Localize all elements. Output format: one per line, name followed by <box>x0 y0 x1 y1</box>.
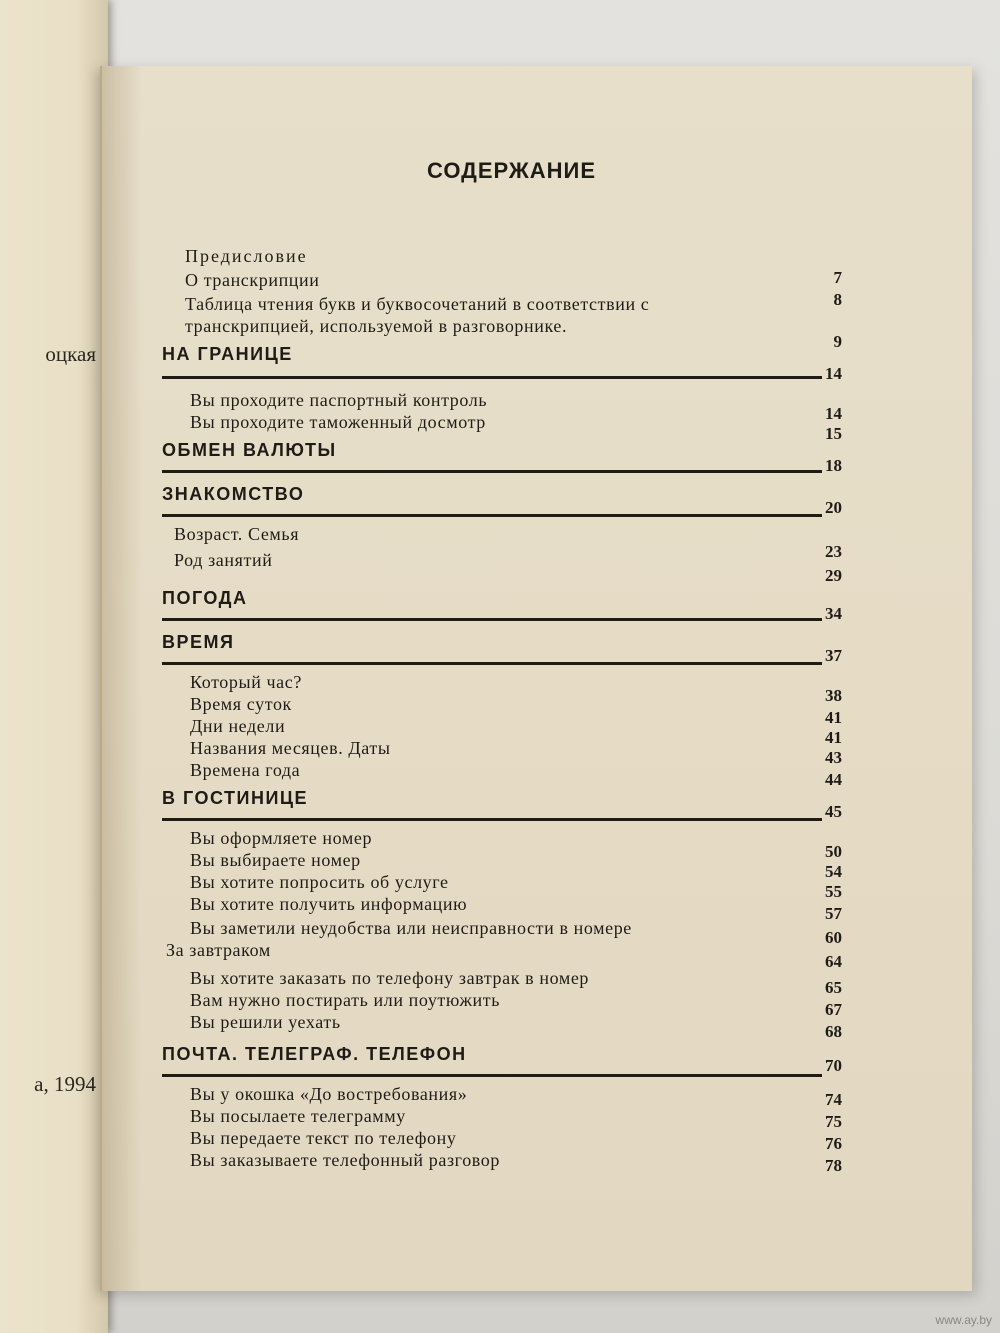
section-rule <box>162 376 822 379</box>
section-rule <box>162 662 822 665</box>
page-number: 68 <box>825 1022 842 1041</box>
left-page-text-fragment: а, 1994 <box>34 1072 96 1096</box>
toc-entry: За завтраком <box>166 940 271 960</box>
section-rule <box>162 470 822 473</box>
toc-entry: Названия месяцев. Даты <box>190 738 391 758</box>
page-number: 14 <box>825 404 842 423</box>
toc-section-heading: ОБМЕН ВАЛЮТЫ <box>162 440 337 460</box>
toc-entry: Предисловие <box>185 246 308 266</box>
toc-section-heading: В ГОСТИНИЦЕ <box>162 788 309 808</box>
left-page <box>0 0 108 1333</box>
page-number: 55 <box>825 882 842 901</box>
page-number: 74 <box>825 1090 842 1109</box>
page-number: 23 <box>825 542 842 561</box>
toc-entry: Вы решили уехать <box>190 1012 341 1032</box>
toc-section-heading: ЗНАКОМСТВО <box>162 484 305 504</box>
page-number: 44 <box>825 770 842 789</box>
section-rule <box>162 818 822 821</box>
toc-section-heading: ПОЧТА. ТЕЛЕГРАФ. ТЕЛЕФОН <box>162 1044 467 1064</box>
page-number: 8 <box>833 290 842 309</box>
toc-entry: Вы хотите получить информацию <box>190 894 468 914</box>
page-number: 45 <box>825 802 842 821</box>
page-number: 65 <box>825 978 842 997</box>
page-number: 29 <box>825 566 842 585</box>
toc-entry: Вы у окошка «До востребования» <box>190 1084 468 1104</box>
toc-title: СОДЕРЖАНИЕ <box>427 158 597 183</box>
toc-entry: Вы заказываете телефонный разговор <box>190 1150 500 1170</box>
page-number: 60 <box>825 928 842 947</box>
toc-entry: Таблица чтения букв и буквосочетаний в соответствии с <box>185 294 650 314</box>
book-page <box>100 66 972 1291</box>
page-number: 43 <box>825 748 842 767</box>
toc-section-heading: ПОГОДА <box>162 588 248 608</box>
toc-entry: Который час? <box>190 672 302 692</box>
toc-entry: Вы проходите паспортный контроль <box>190 390 488 410</box>
toc-entry: Время суток <box>190 694 292 714</box>
left-page-text-fragment: оцкая <box>45 342 96 366</box>
page-number: 54 <box>825 862 842 881</box>
watermark: www.ay.by <box>935 1313 992 1327</box>
section-rule <box>162 618 822 621</box>
page-number: 70 <box>825 1056 842 1075</box>
section-rule <box>162 514 822 517</box>
page-number: 18 <box>825 456 842 475</box>
toc-section-heading: ВРЕМЯ <box>162 632 235 652</box>
toc-entry: Вы хотите заказать по телефону завтрак в номер <box>190 968 590 988</box>
page-number: 67 <box>825 1000 842 1019</box>
section-rule <box>162 1074 822 1077</box>
toc-entry: Род занятий <box>174 550 273 570</box>
page-number: 34 <box>825 604 842 623</box>
toc-entry: Вы заметили неудобства или неисправности в номере <box>190 918 632 938</box>
page-number: 9 <box>833 332 842 351</box>
toc-section-heading: НА ГРАНИЦЕ <box>162 344 293 364</box>
page-number: 75 <box>825 1112 842 1131</box>
toc-entry: Вы хотите попросить об услуге <box>190 872 449 892</box>
page-number: 20 <box>825 498 842 517</box>
toc-entry: Возраст. Семья <box>174 524 300 544</box>
toc-entry: Вам нужно постирать или поутюжить <box>190 990 501 1010</box>
toc-entry: Времена года <box>190 760 301 780</box>
page-number: 41 <box>825 728 842 747</box>
toc-entry: транскрипцией, используемой в разговорнике. <box>185 316 568 336</box>
page-number: 14 <box>825 364 842 383</box>
page-number: 7 <box>833 268 842 287</box>
toc-entry: Вы оформляете номер <box>190 828 373 848</box>
toc-entry: О транскрипции <box>185 270 320 290</box>
toc-entry: Вы выбираете номер <box>190 850 361 870</box>
page-number: 38 <box>825 686 842 705</box>
page-number: 50 <box>825 842 842 861</box>
toc-entry: Вы передаете текст по телефону <box>190 1128 457 1148</box>
page-number: 76 <box>825 1134 842 1153</box>
toc-entry: Дни недели <box>190 716 286 736</box>
page-number: 41 <box>825 708 842 727</box>
page-number: 37 <box>825 646 842 665</box>
page-number: 57 <box>825 904 842 923</box>
toc-entry: Вы посылаете телеграмму <box>190 1106 406 1126</box>
toc-entry: Вы проходите таможенный досмотр <box>190 412 486 432</box>
page-number: 64 <box>825 952 842 971</box>
page-number: 78 <box>825 1156 842 1175</box>
page-number: 15 <box>825 424 842 443</box>
page-gutter <box>102 66 142 1291</box>
